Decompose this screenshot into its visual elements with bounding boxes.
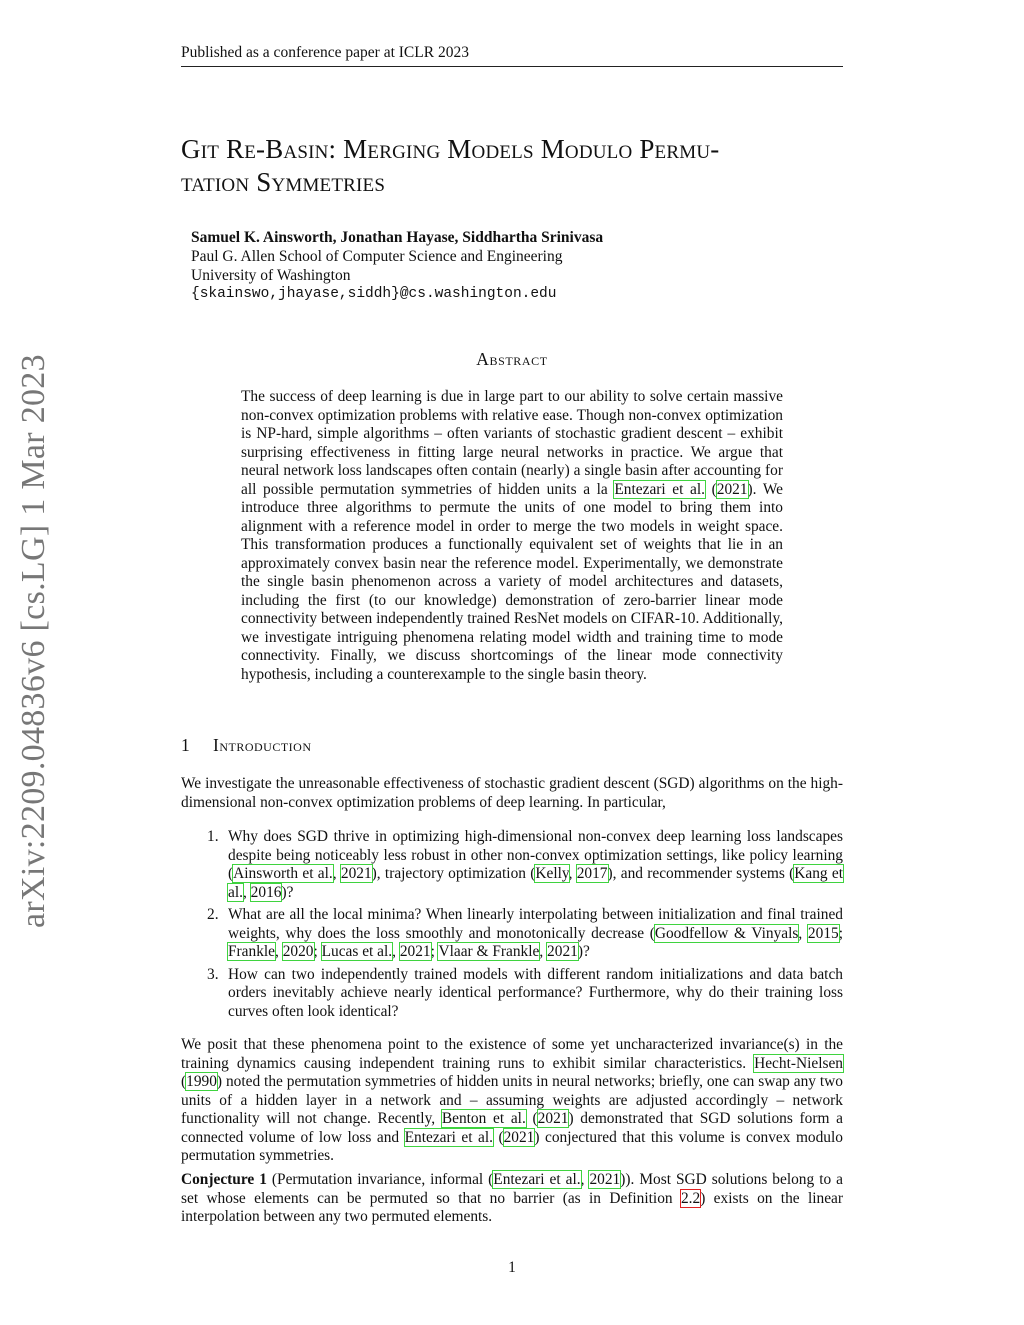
conjecture-text: ) exists on the linear interpolation between any two permuted elements. (181, 1189, 843, 1225)
citation-link[interactable]: 2021 (589, 1171, 621, 1188)
author-names: Samuel K. Ainsworth, Jonathan Hayase, Siddhartha Srinivasa (191, 229, 604, 246)
conjecture-text: (Permutation invariance, informal ( (266, 1171, 494, 1188)
citation-link[interactable]: 2021 (503, 1128, 535, 1146)
citation-link[interactable]: 2017 (576, 865, 608, 882)
citation-link[interactable]: Ainsworth et al. (233, 865, 333, 882)
author-email[interactable]: {skainswo,jhayase,siddh}@cs.washington.edu (191, 286, 557, 302)
section-heading (181, 735, 312, 756)
paragraph-text: ) demonstrated that SGD solutions form a connected volume of low loss and (181, 1110, 844, 1146)
citation-link[interactable]: 2016 (250, 883, 282, 901)
author-block (191, 228, 603, 304)
list-number: 3. (207, 965, 219, 983)
citation-link[interactable]: 2021 (537, 1110, 569, 1127)
citation-link[interactable]: 2021 (547, 943, 578, 960)
body-paragraph: We posit that these phenomena point to the existence of some yet uncharacterized invariance(s) in the training dynamics causing independent training runs to exhibit similar characteristics. Hecht-Nielsen (1990) noted the permutation symmetries of hidden units in neural networks; briefly, one can swap any two units of a hidden layer in a network and – assuming weights are adjusted accordingly – network functionality will not change. Recently, Benton et al. (2021) demonstrated that SGD solutions form a connected volume of low loss and Entezari et al. (2021) conjectured that this volume is convex modulo permutation symmetries. (181, 1036, 844, 1164)
list-text: Why does SGD thrive in optimizing high-dimensional non-convex deep learning loss landscapes despite being noticeably less robust in other non-convex optimization settings, like policy learning ( (228, 828, 843, 882)
list-text: ), trajectory optimization ( (371, 865, 536, 882)
abstract-part-2: ). We introduce three algorithms to permute the units of one model to bring them into alignment with a reference model in order to merge the two models in weight space. This transformation produces a functionally equivalent set of weights that lie in an approximately convex basin near the reference model. Experimentally, we demonstrate the single basin phenomenon across a variety of model architectures and datasets, including the first (to our knowledge) demonstration of zero-barrier linear mode connectivity between independently trained ResNet models on CIFAR-10. Additionally, we investigate intriguing phenomena relating model width and training time to mode connectivity. Finally, we discuss shortcomings of the linear mode connectivity hypothesis, including a counterexample to the single basin theory. (241, 480, 783, 683)
citation-link[interactable]: Entezari et al. (614, 480, 705, 498)
list-item: 2. What are all the local minima? When linearly interpolating between initialization and final trained weights, why does the loss smoothly and monotonically decrease (Goodfellow & Vinyals, 2015; Frankle, 2020; Lucas et al., 2021; Vlaar & Frankle, 2021)? (207, 906, 843, 960)
page-number: 1 (508, 1259, 516, 1276)
citation-link[interactable]: 2021 (340, 865, 372, 882)
section-title: Introduction (213, 735, 312, 755)
citation-link[interactable]: 2021 (399, 943, 431, 960)
intro-paragraph: We investigate the unreasonable effectiveness of stochastic gradient descent (SGD) algorithms on the high-dimensional non-convex optimization problems of deep learning. In particular, (181, 775, 843, 811)
abstract-text: The success of deep learning is due in large part to our ability to solve certain massive non-convex optimization problems with relative ease. Though non-convex optimization is NP-hard, simple algorithms – often variants of stochastic gradient descent – exhibit surprising effectiveness in fitting large neural networks in practice. We argue that neural network loss landscapes often contain (nearly) a single basin after accounting for all possible permutation symmetries of hidden units a la Entezari et al. (2021). We introduce three algorithms to permute the units of one model to bring them into alignment with a reference model in order to merge the two models in weight space. This transformation produces a functionally equivalent set of weights that lie in an approximately convex basin near the reference model. Experimentally, we demonstrate the single basin phenomenon across a variety of model architectures and datasets, including the first (to our knowledge) demonstration of zero-barrier linear mode connectivity between independently trained ResNet models on CIFAR-10. Additionally, we investigate intriguing phenomena relating model width and training time to mode connectivity. Finally, we discuss shortcomings of the linear mode connectivity hypothesis, including a counterexample to the single basin theory. (241, 388, 783, 683)
conjecture-block: Conjecture 1 (Permutation invariance, informal (Entezari et al., 2021)). Most SGD solutions belong to a set whose elements can be permuted so that no barrier (as in Definition 2.2) exists on the linear interpolation between any two permuted elements. (181, 1171, 843, 1225)
abstract-heading: Abstract (476, 349, 548, 369)
list-number: 2. (207, 906, 219, 923)
conjecture-label: Conjecture 1 (181, 1171, 267, 1188)
author-university: University of Washington (191, 267, 351, 284)
author-affiliation: Paul G. Allen School of Computer Science and Engineering (191, 248, 563, 265)
paragraph-text: ) noted the permutation symmetries of hidden units in neural networks; briefly, one can swap any two units of a hidden layer in a network and – assuming weights are adjusted accordingly – network functionality will not change. Recently, (181, 1073, 843, 1127)
citation-link[interactable]: Lucas et al. (321, 943, 393, 960)
citation-link[interactable]: Frankle (228, 943, 276, 960)
question-list (181, 828, 843, 1025)
section-number: 1 (181, 735, 191, 755)
title-line-2: tation Symmetries (181, 167, 386, 197)
citation-link[interactable]: Vlaar & Frankle (438, 943, 540, 960)
paragraph-text: We posit that these phenomena point to the existence of some yet uncharacterized invariance(s) in the training dynamics causing independent training runs to exhibit similar characteristics. (181, 1036, 843, 1072)
citation-link[interactable]: Hecht-Nielsen (754, 1054, 843, 1072)
conjecture-text: )). Most SGD solutions belong to a set whose elements can be permuted so that no barrier (as in Definition (181, 1171, 843, 1207)
list-item (181, 966, 843, 1022)
list-text: )? (577, 943, 590, 960)
list-item: 1. Why does SGD thrive in optimizing high-dimensional non-convex deep learning loss landscapes despite being noticeably less robust in other non-convex optimization settings, like policy learning (Ainsworth et al., 2021), trajectory optimization (Kelly, 2017), and recommender systems (Kang et al., 2016)? (207, 828, 844, 901)
paragraph-text: ) conjectured that this volume is convex modulo permutation symmetries. (181, 1128, 843, 1164)
title-line-1: Git Re-Basin: Merging Models Modulo Permu- (181, 134, 720, 164)
citation-link[interactable]: Entezari et al. (493, 1171, 581, 1188)
list-text: How can two independently trained models with different random initializations and data batch orders inevitably achieve nearly identical performance? Furthermore, why do their training loss curves often look identical? (228, 965, 843, 1020)
citation-link[interactable]: 2015 (807, 924, 839, 942)
citation-link[interactable]: 2020 (282, 943, 314, 960)
citation-link[interactable]: Kang et al. (228, 865, 844, 901)
citation-link[interactable]: Goodfellow & Vinyals (654, 924, 799, 942)
list-text: ), and recommender systems ( (607, 865, 795, 882)
list-number: 1. (207, 828, 219, 845)
abstract-part-1: The success of deep learning is due in large part to our ability to solve certain massive non-convex optimization problems with relative ease. Though non-convex optimization is NP-hard, simple algorithms – often variants of stochastic gradient descent – exhibit surprising effectiveness in fitting large neural networks in practice. We argue that neural network loss landscapes often contain (nearly) a single basin after accounting for all possible permutation symmetries of hidden units a la (241, 388, 783, 498)
definition-reference-link[interactable]: 2.2 (680, 1189, 701, 1207)
citation-link[interactable]: Benton et al. (441, 1110, 526, 1127)
list-text: )? (281, 883, 294, 901)
paper-title (181, 133, 851, 199)
citation-link[interactable]: 1990 (186, 1073, 217, 1090)
list-text: What are all the local minima? When linearly interpolating between initialization and final trained weights, why does the loss smoothly and monotonically decrease ( (228, 906, 843, 942)
running-header: Published as a conference paper at ICLR 2023 (181, 44, 843, 67)
citation-link[interactable]: Kelly (535, 865, 569, 882)
citation-link[interactable]: Entezari et al. (404, 1128, 493, 1146)
arxiv-stamp[interactable]: arXiv:2209.04836v6 [cs.LG] 1 Mar 2023 (15, 354, 52, 928)
citation-link[interactable]: 2021 (716, 480, 748, 498)
